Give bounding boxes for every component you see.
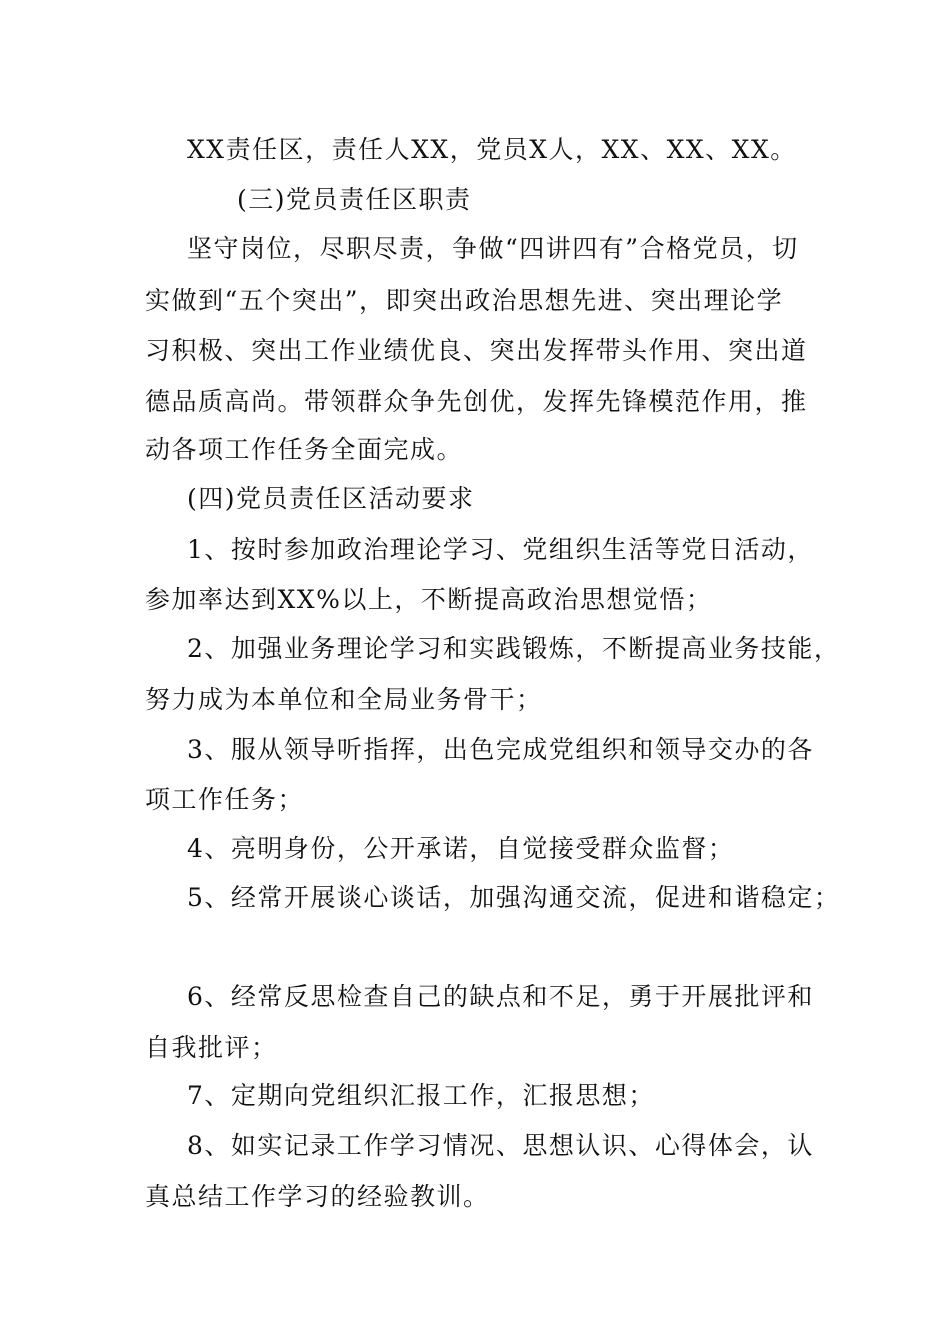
list-item-3-continued: 项工作任务；	[145, 785, 305, 814]
section-heading-3: (三)党员责任区职责	[237, 185, 472, 214]
list-item-2: 2、加强业务理论学习和实践锻炼，不断提高业务技能，	[187, 634, 841, 663]
text-line-responsibility-area: XX责任区，责任人XX，党员X人，XX、XX、XX。	[187, 135, 797, 164]
list-item-6-continued: 自我批评；	[145, 1033, 278, 1062]
list-item-7: 7、定期向党组织汇报工作，汇报思想；	[187, 1081, 655, 1110]
list-item-4: 4、亮明身份，公开承诺，自觉接受群众监督；	[187, 834, 735, 863]
list-item-8: 8、如实记录工作学习情况、思想认识、心得体会，认	[187, 1131, 814, 1160]
paragraph-line: 习积极、突出工作业绩优良、突出发挥带头作用、突出道	[145, 336, 808, 365]
list-item-5: 5、经常开展谈心谈话，加强沟通交流，促进和谐稳定；	[187, 883, 841, 912]
list-item-6: 6、经常反思检查自己的缺点和不足，勇于开展批评和	[187, 982, 814, 1011]
list-item-1: 1、按时参加政治理论学习、党组织生活等党日活动，	[187, 535, 814, 564]
paragraph-line: 坚守岗位，尽职尽责，争做“四讲四有”合格党员，切	[187, 234, 799, 263]
paragraph-line: 实做到“五个突出”，即突出政治思想先进、突出理论学	[145, 286, 784, 315]
paragraph-line: 动各项工作任务全面完成。	[145, 435, 464, 464]
paragraph-line: 德品质高尚。带领群众争先创优，发挥先锋模范作用，推	[145, 387, 808, 416]
section-heading-4: (四)党员责任区活动要求	[187, 484, 475, 513]
list-item-2-continued: 努力成为本单位和全局业务骨干；	[145, 685, 543, 714]
list-item-3: 3、服从领导听指挥，出色完成党组织和领导交办的各	[187, 735, 814, 764]
list-item-8-continued: 真总结工作学习的经验教训。	[145, 1182, 490, 1211]
list-item-1-continued: 参加率达到XX%以上，不断提高政治思想觉悟；	[145, 585, 713, 614]
